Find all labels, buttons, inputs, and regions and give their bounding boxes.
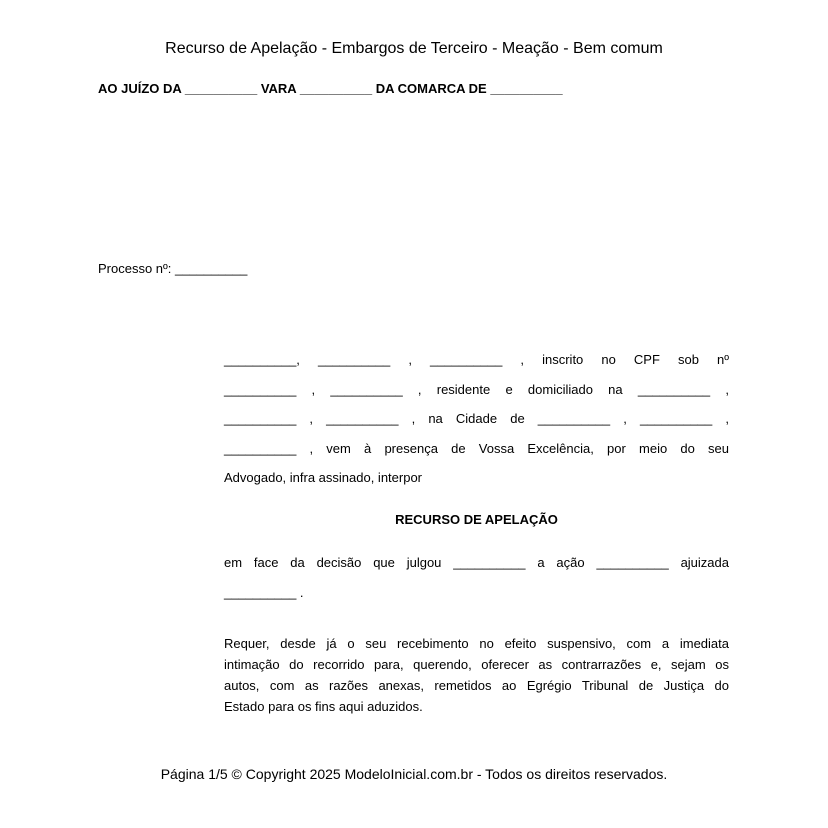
party-line-5: Advogado, infra assinado, interpor bbox=[224, 470, 423, 485]
decision-line-1: em face da decisão que julgou __________ a ação __________ ajuizada bbox=[224, 555, 729, 570]
party-line-3: __________ , __________ , na Cidade de __________ , __________ , bbox=[224, 411, 729, 426]
court-header: AO JUÍZO DA __________ VARA __________ DA COMARCA DE __________ bbox=[98, 81, 563, 96]
party-line-2: __________ , __________ , residente e domiciliado na __________ , bbox=[224, 382, 729, 397]
request-line-1: Requer, desde já o seu recebimento no efeito suspensivo, com a imediata bbox=[224, 636, 729, 651]
request-paragraph bbox=[224, 633, 729, 717]
appeal-heading: RECURSO DE APELAÇÃO bbox=[395, 512, 558, 527]
process-number-line: Processo nº: __________ bbox=[98, 261, 248, 276]
decision-line-2: __________ . bbox=[224, 585, 304, 600]
party-line-4: __________ , vem à presença de Vossa Excelência, por meio do seu bbox=[224, 441, 729, 456]
request-line-2: intimação do recorrido para, querendo, oferecer as contrarrazões e, sejam os bbox=[224, 657, 729, 672]
document-title: Recurso de Apelação - Embargos de Terceiro - Meação - Bem comum bbox=[165, 40, 663, 57]
request-line-4: Estado para os fins aqui aduzidos. bbox=[224, 699, 423, 714]
page-footer: Página 1/5 © Copyright 2025 ModeloInicial.com.br - Todos os direitos reservados. bbox=[160, 766, 668, 782]
request-line-3: autos, com as razões anexas, remetidos ao Egrégio Tribunal de Justiça do bbox=[224, 678, 729, 693]
party-line-1: __________, __________ , __________ , inscrito no CPF sob nº bbox=[224, 352, 729, 367]
